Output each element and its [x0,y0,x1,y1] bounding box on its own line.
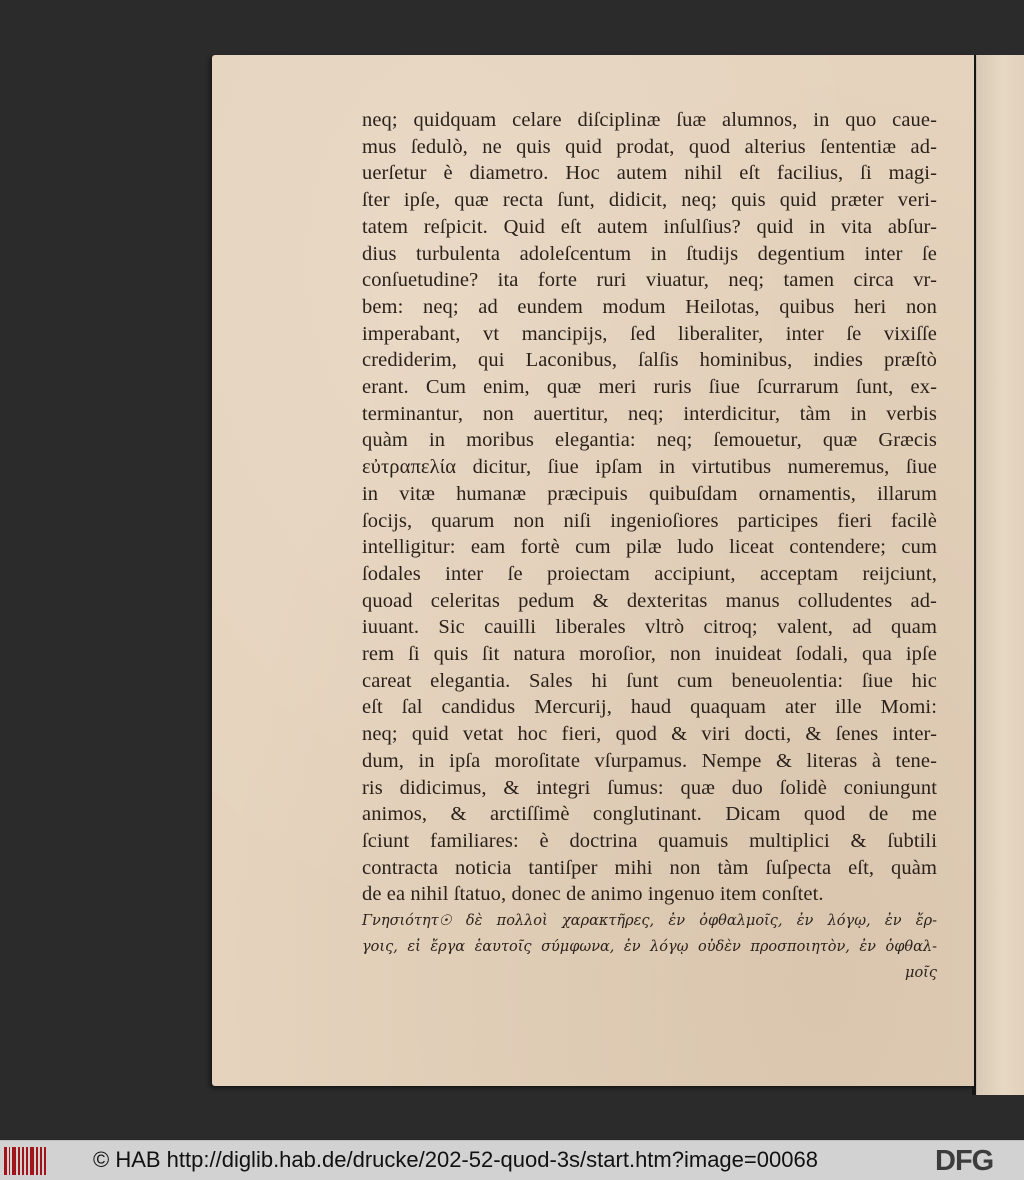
text-line: eſt ſal candidus Mercurij, haud quaquam ater ille Momi: [362,696,937,719]
text-line: mus ſedulò, ne quis quid prodat, quod alterius ſententiæ ad- [362,135,937,158]
text-line: de ea nihil ſtatuo, donec de animo ingenuo item conſtet. [362,883,824,906]
text-line: terminantur, non auertitur, neq; interdicitur, tàm in verbis [362,402,937,425]
text-line: tatem reſpicit. Quid eſt autem inſulſius? quid in vita abſur- [362,215,937,238]
catchword: μοῖς [905,965,937,982]
text-line: dius turbulenta adoleſcentum in ſtudijs degentium inter ſe [362,242,937,265]
adjacent-page-edge [972,55,1024,1095]
text-line: neq; quidquam celare diſciplinæ ſuæ alumnos, in quo caue- [362,109,937,131]
text-line: intelligitur: eam fortè cum pilæ ludo liceat contendere; cum [362,536,937,559]
text-line: ris didicimus, & integri ſumus: quæ duo ſolidè coniungunt [362,776,937,799]
page-text [362,107,937,986]
text-line: careat elegantia. Sales hi ſunt cum beneuolentia: ſiue hic [362,669,937,692]
text-line: uerſetur è diametro. Hoc autem nihil eſt facilius, ſi magi- [362,162,937,185]
text-line: rem ſi quis ſit natura moroſior, non inuideat ſodali, qua ipſe [362,643,937,666]
attribution-bar [0,1140,1024,1180]
text-line: conſuetudine? ita forte ruri viuatur, neq; tamen circa vr- [362,269,937,292]
scanned-page [212,55,974,1086]
text-line: erant. Cum enim, quæ meri ruris ſiue ſcurrarum ſunt, ex- [362,376,937,399]
text-line: ſter ipſe, quæ recta ſunt, didicit, neq; quis quid præter veri- [362,189,937,212]
text-line: quàm in moribus elegantia: neq; ſemouetur, quæ Græcis [362,429,937,452]
greek-quotation-line: Γνησιότητ☉ δὲ πολλοὶ χαρακτῆρες, ἐν ὀφθαλμοῖς, ἐν λόγῳ, ἐν ἔρ- [362,913,937,930]
text-line: ſciunt familiares: è doctrina quamuis multiplici & ſubtili [362,829,937,852]
text-line: crediderim, qui Laconibus, ſalſis hominibus, indies præſtò [362,349,937,372]
text-line: ſocijs, quarum non niſi ingenioſiores participes fieri facilè [362,509,937,532]
greek-quotation-line: γοις, εἰ ἔργα ἑαυτοῖς σύμφωνα, ἐν λόγῳ οὐδὲν προσποιητὸν, ἐν ὀφθαλ- [362,939,937,956]
text-line: dum, in ipſa moroſitate vſurpamus. Nempe & literas à tene- [362,749,937,772]
attribution-link[interactable]: © HAB http://diglib.hab.de/drucke/202-52-quod-3s/start.htm?image=00068 [93,1147,818,1172]
text-line: neq; quid vetat hoc fieri, quod & viri docti, & ſenes inter- [362,723,937,746]
text-line: contracta noticia tantiſper mihi non tàm ſuſpecta eſt, quàm [362,856,937,879]
text-line: iuuant. Sic cauilli liberales vltrò citroq; valent, ad quam [362,616,937,639]
dfg-logo: DFG [935,1145,994,1177]
text-line: bem: neq; ad eundem modum Heilotas, quibus heri non [362,295,937,318]
text-line: ſodales inter ſe proiectam accipiunt, acceptam reijciunt, [362,562,937,585]
text-line: quoad celeritas pedum & dexteritas manus colludentes ad- [362,589,937,612]
barcode-icon [4,1147,48,1175]
text-line: in vitæ humanæ præcipuis quibuſdam ornamentis, illarum [362,482,937,505]
text-line: imperabant, vt mancipijs, ſed liberaliter, inter ſe vixiſſe [362,322,937,345]
text-line: εὐτραπελία dicitur, ſiue ipſam in virtutibus numeremus, ſiue [362,456,937,479]
text-line: animos, & arctiſſimè conglutinant. Dicam quod de me [362,803,937,826]
